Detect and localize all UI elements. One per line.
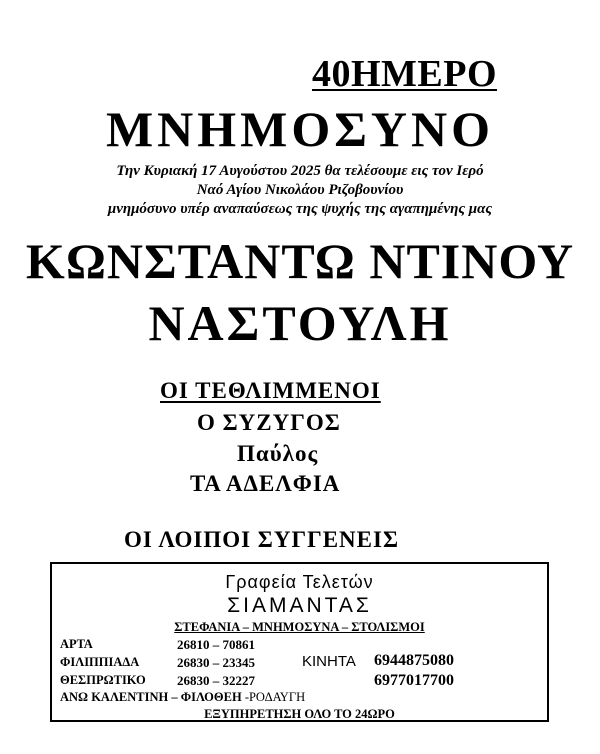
- location-place: ΦΙΛΙΠΠΙΑΔΑ: [60, 655, 140, 669]
- mourner-siblings: ΤΑ ΑΔΕΛΦΙΑ: [190, 471, 341, 496]
- location-place: ΘΕΣΠΡΩΤΙΚΟ: [60, 673, 146, 687]
- service-areas-extra: -ΡΟΔΑΥΓΗ: [241, 690, 306, 704]
- mourner-relatives: ΟΙ ΛΟΙΠΟΙ ΣΥΓΓΕΝΕΙΣ: [124, 527, 399, 552]
- intro-line-2: Ναό Αγίου Νικολάου Ριζοβουνίου: [196, 182, 404, 198]
- location-phone: 26830 – 23345: [177, 655, 255, 670]
- location-place: ΑΡΤΑ: [60, 637, 93, 651]
- intro-line-3: μνημόσυνο υπέρ αναπαύσεως της ψυχής της αγαπημένης μας: [107, 201, 493, 217]
- deceased-name-line-2: ΝΑΣΤΟΥΛΗ: [148, 295, 452, 351]
- intro-line-1: Την Κυριακή 17 Αυγούστου 2025 θα τελέσουμε εις τον Ιερό: [116, 163, 484, 179]
- mourner-spouse-name: Παύλος: [237, 441, 319, 466]
- mobile-label: ΚΙΝΗΤΑ: [302, 653, 356, 670]
- deceased-name-line-1: ΚΩΝΣΤΑΝΤΩ ΝΤΙΝΟΥ: [25, 233, 575, 289]
- mourners-heading: ΟΙ ΤΕΘΛΙΜΜΕΝΟΙ: [160, 378, 381, 403]
- location-phone: 26830 – 32227: [177, 673, 255, 688]
- service-hours: ΕΞΥΠΗΡΕΤΗΣΗ ΟΛΟ ΤΟ 24ΩΡΟ: [204, 707, 395, 721]
- forty-day-heading: 40ΗΜΕΡΟ: [312, 53, 498, 95]
- service-areas: [60, 690, 305, 705]
- funeral-home-label: Γραφεία Τελετών: [225, 572, 374, 592]
- funeral-home-box: [50, 562, 549, 722]
- funeral-home-services: ΣΤΕΦΑΝΙΑ – ΜΝΗΜΟΣΥΝΑ – ΣΤΟΛΙΣΜΟΙ: [174, 620, 425, 634]
- location-phone: 26810 – 70861: [177, 637, 255, 652]
- service-areas-main: ΑΝΩ ΚΑΛΕΝΤΙΝΗ – ΦΙΛΟΘΕΗ: [60, 690, 242, 704]
- funeral-home-name: ΣΙΑΜΑΝΤΑΣ: [227, 594, 372, 617]
- mobile-number-1: 6944875080: [374, 652, 454, 669]
- memorial-title: ΜΝΗΜΟΣΥΝΟ: [105, 101, 495, 157]
- mobile-number-2: 6977017700: [374, 672, 454, 689]
- mourner-spouse: Ο ΣΥΖΥΓΟΣ: [197, 410, 341, 435]
